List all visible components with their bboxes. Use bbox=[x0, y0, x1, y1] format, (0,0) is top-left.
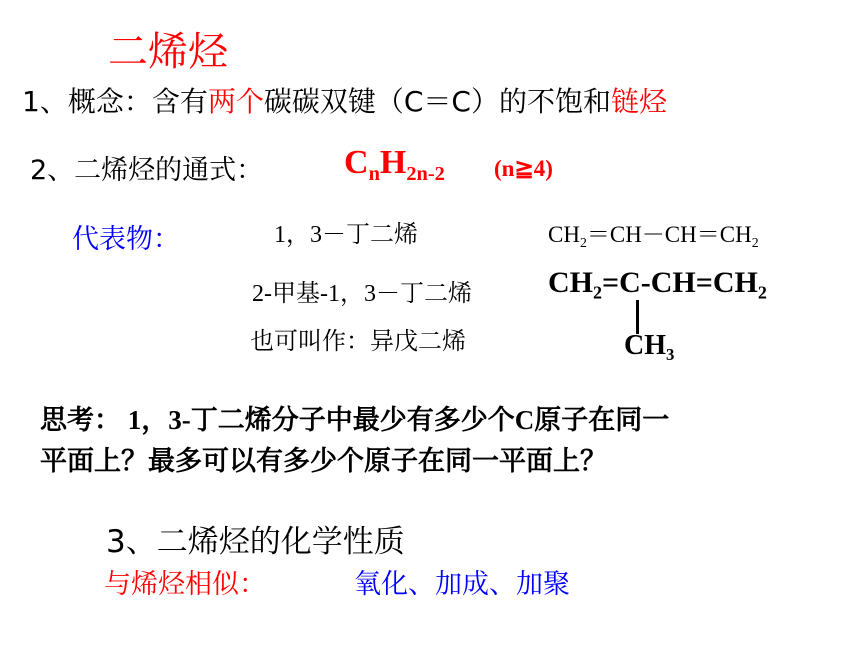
butadiene-name: 1，3－丁二烯 bbox=[274, 222, 418, 248]
formula-c-sub: n bbox=[368, 163, 380, 186]
isoprene-formula-sub1: 2 bbox=[593, 282, 602, 303]
properties-heading: 3、二烯烃的化学性质 bbox=[106, 524, 405, 560]
concept-prefix: 1、概念：含有 bbox=[22, 85, 208, 118]
isoprene-branch-bond bbox=[636, 300, 639, 334]
think-line-1: 思考： 1，3-丁二烯分子中最少有多少个C原子在同一 bbox=[40, 405, 670, 435]
formula-condition: (n≧4) bbox=[494, 156, 553, 181]
properties-similar-label: 与烯烃相似： bbox=[104, 569, 266, 600]
formula-h-sub: 2n-2 bbox=[406, 163, 445, 186]
isoprene-branch-sub: 3 bbox=[666, 344, 675, 364]
butadiene-formula-part1: CH bbox=[548, 222, 580, 247]
butadiene-formula bbox=[548, 216, 759, 249]
representatives-label: 代表物： bbox=[72, 224, 180, 255]
butadiene-formula-sub1: 2 bbox=[579, 234, 587, 250]
concept-highlight-two: 两个 bbox=[207, 85, 264, 118]
general-formula bbox=[344, 144, 445, 186]
isoprene-formula-part1: CH bbox=[548, 266, 593, 299]
think-line-2: 平面上？最多可以有多少个原子在同一平面上？ bbox=[40, 446, 607, 476]
concept-line bbox=[22, 80, 667, 120]
formula-c: C bbox=[344, 144, 369, 181]
isoprene-name: 2-甲基-1，3－丁二烯 bbox=[252, 281, 472, 307]
butadiene-formula-part2: ＝CH－CH＝CH bbox=[586, 222, 752, 247]
isoprene-branch bbox=[624, 330, 674, 362]
isoprene-formula bbox=[548, 266, 767, 303]
isoprene-formula-part2: =C-CH=CH bbox=[602, 266, 758, 299]
isoprene-branch-ch: CH bbox=[624, 330, 666, 361]
concept-middle: 碳碳双键（C＝C）的不饱和 bbox=[263, 85, 611, 118]
formula-h: H bbox=[379, 144, 407, 181]
general-formula-label: 2、二烯烃的通式： bbox=[30, 155, 264, 186]
isoprene-alias: 也可叫作：异戊二烯 bbox=[250, 329, 466, 355]
slide-title: 二烯烃 bbox=[108, 29, 228, 75]
properties-reactions: 氧化、加成、加聚 bbox=[354, 569, 570, 600]
isoprene-formula-sub2: 2 bbox=[757, 282, 767, 303]
butadiene-formula-sub2: 2 bbox=[751, 234, 759, 250]
concept-highlight-chain: 链烃 bbox=[610, 85, 667, 118]
